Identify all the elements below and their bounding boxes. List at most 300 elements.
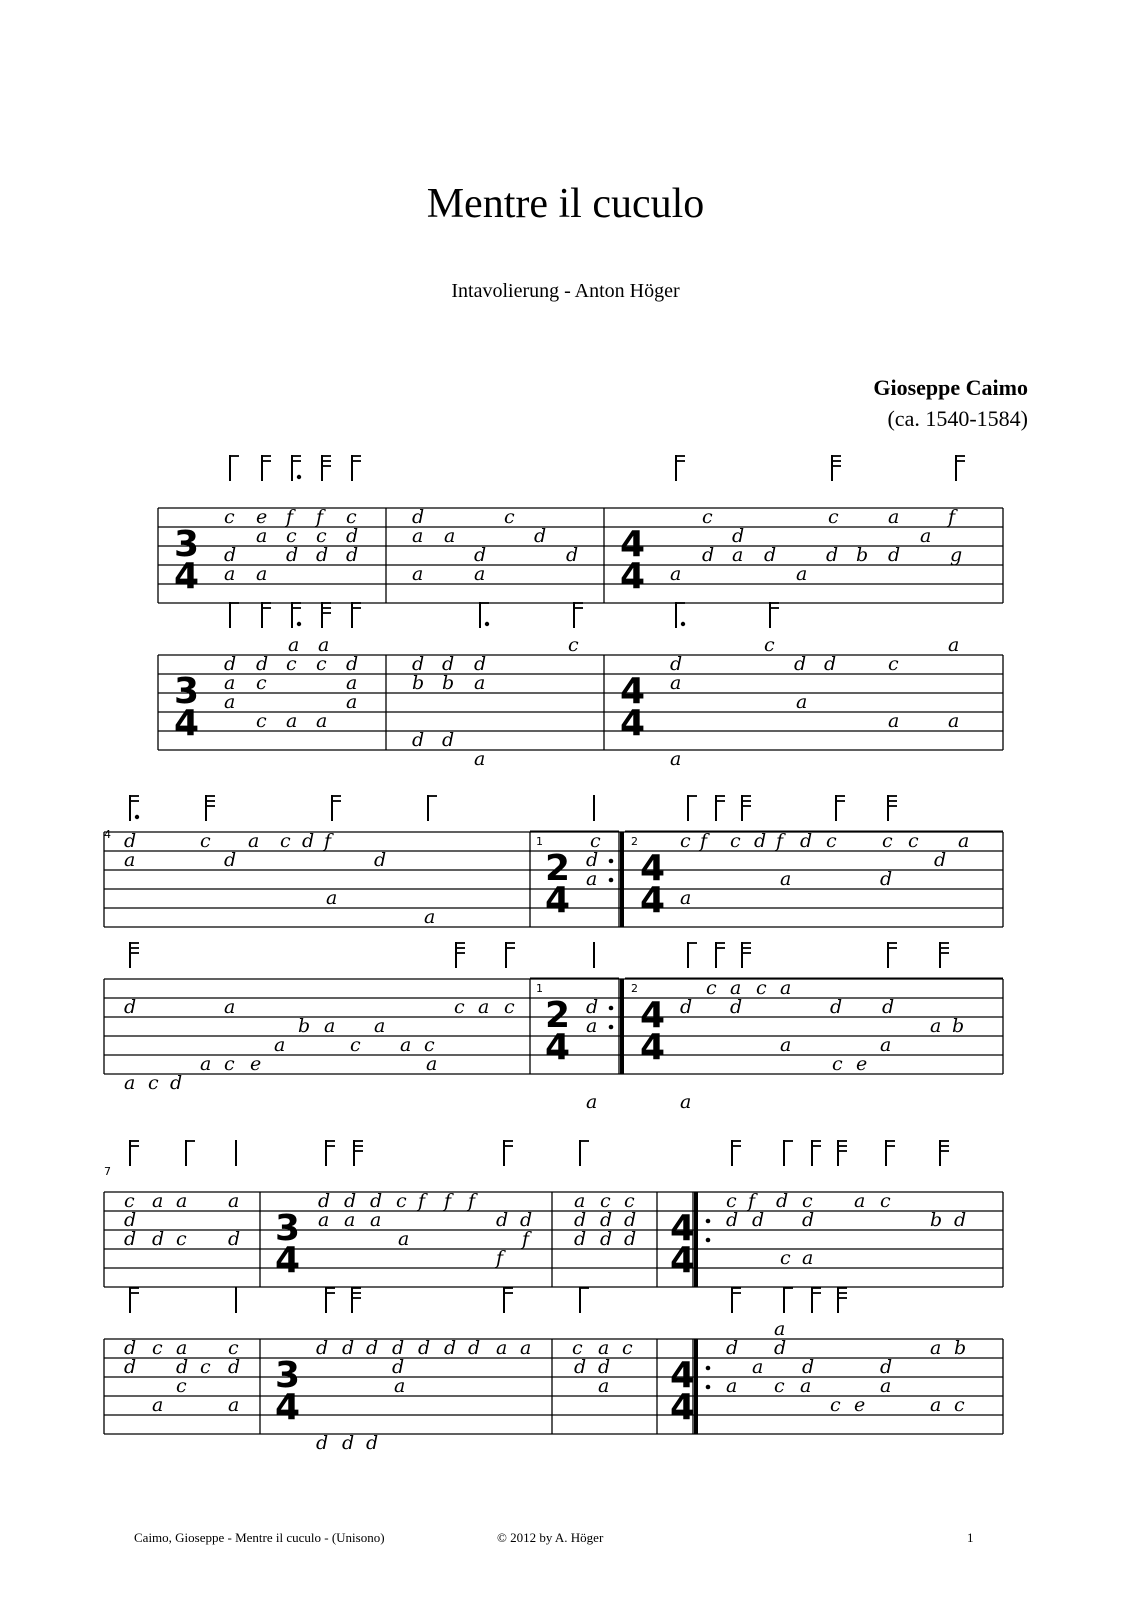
time-signature-denominator: 4 [174,556,200,597]
fret-letter: b [298,1015,311,1037]
fret-letter: d [880,1356,893,1378]
fret-letter: a [274,1034,286,1056]
fret-letter: c [504,996,515,1018]
rhythm-flag [742,795,751,821]
fret-letter: a [598,1375,610,1397]
fret-letter: b [954,1337,967,1359]
fret-letter: c [316,653,327,675]
fret-letter: c [826,830,837,852]
fret-letter: d [316,1432,329,1454]
fret-letter: d [888,544,901,566]
rhythm-flag [480,602,489,628]
fret-letter: d [680,996,693,1018]
volta-label: 2 [631,835,638,848]
time-signature-denominator: 4 [620,703,646,744]
time-signature-numerator: 3 [275,1208,301,1249]
fret-letter: c [424,1034,435,1056]
fret-letter: c [780,1247,791,1269]
fret-letter: c [148,1072,159,1094]
tab-staff [158,655,1003,750]
time-signature [620,671,645,744]
fret-letter: f [522,1228,530,1250]
fret-letter: c [880,1190,891,1212]
fret-letter: a [680,1091,692,1113]
fret-letter: a [318,634,330,656]
fret-letter: c [124,1190,135,1212]
fret-letter: d [882,996,895,1018]
fret-letter: a [574,1190,586,1212]
fret-letter: d [370,1190,383,1212]
fret-letter: d [794,653,807,675]
time-signature [275,1208,300,1281]
fret-letter: a [670,748,682,770]
fret-letter: a [752,1356,764,1378]
fret-letter: a [288,634,300,656]
tab-staff [104,1339,1003,1434]
volta-bracket [625,978,1003,995]
rhythm-flag [326,1140,335,1166]
fret-letter: a [256,563,268,585]
fret-letter: d [152,1228,165,1250]
volta-label: 1 [536,982,543,995]
time-signature [174,524,199,597]
double-barline [620,832,624,927]
fret-letter: a [426,1053,438,1075]
fret-letter: a [780,868,792,890]
fret-letter: a [286,710,298,732]
fret-letter: c [954,1394,965,1416]
fret-letter: d [316,1337,329,1359]
rhythm-flag [354,1140,363,1166]
fret-letter: c [286,653,297,675]
rhythm-flag [130,795,139,821]
fret-letter: d [730,996,743,1018]
time-signature-denominator: 4 [670,1387,696,1428]
fret-letter: a [774,1318,786,1340]
volta-label: 1 [536,835,543,848]
fret-letter: d [442,729,455,751]
rhythm-flag [506,942,515,968]
fret-letter: b [442,672,455,694]
fret-letter: a [200,1053,212,1075]
fret-letter: d [444,1337,457,1359]
fret-letter: a [224,996,236,1018]
fret-letter: d [224,544,237,566]
fret-letter: a [920,525,932,547]
page-title: Mentre il cuculo [426,181,705,227]
fret-letter: d [374,849,387,871]
fret-letter: a [394,1375,406,1397]
fret-letter: a [478,996,490,1018]
fret-letter: d [176,1356,189,1378]
fret-letter: a [802,1247,814,1269]
fret-letter: a [598,1337,610,1359]
fret-letter: a [680,887,692,909]
rhythm-flag [130,1140,139,1166]
time-signature-denominator: 4 [545,880,571,921]
fret-letter: d [392,1337,405,1359]
fret-letter: a [888,506,900,528]
fret-letter: a [474,748,486,770]
fret-letter: a [318,1209,330,1231]
fret-letter: f [948,506,956,528]
fret-letter: a [444,525,456,547]
fret-letter: f [700,830,708,852]
footer-source: Caimo, Gioseppe - Mentre il cuculo - (Unisono) [134,1530,385,1545]
composer-name: Gioseppe Caimo [873,375,1028,400]
fret-letter: b [930,1209,943,1231]
fret-letter: a [780,977,792,999]
rhythm-flag [428,795,437,821]
fret-letter: a [326,887,338,909]
rhythm-flag [352,602,361,628]
fret-letter: a [800,1375,812,1397]
fret-letter: a [398,1228,410,1250]
fret-letter: a [228,1394,240,1416]
rhythm-flag [130,1287,139,1313]
time-signature-numerator: 4 [670,1355,696,1396]
rhythm-flag [836,795,845,821]
time-signature-numerator: 3 [174,671,200,712]
fret-letter: c [280,830,291,852]
fret-letter: a [888,710,900,732]
rhythm-flag [688,942,697,968]
fret-letter: c [624,1190,635,1212]
fret-letter: d [600,1209,613,1231]
rhythm-flag [130,942,139,968]
fret-letter: e [256,506,268,528]
rhythm-dot [135,815,139,819]
fret-letter: d [752,1209,765,1231]
rhythm-flag [886,1140,895,1166]
fret-letter: c [176,1375,187,1397]
fret-letter: c [316,525,327,547]
fret-letter: a [346,672,358,694]
fret-letter: a [796,563,808,585]
fret-letter: d [934,849,947,871]
time-signature [545,848,570,921]
fret-letter: b [856,544,869,566]
fret-letter: a [124,1072,136,1094]
fret-letter: a [726,1375,738,1397]
rhythm-flag [230,602,239,628]
page-number: 1 [967,1530,974,1545]
fret-letter: c [830,1394,841,1416]
fret-letter: c [346,506,357,528]
rhythm-flag [262,455,271,481]
time-signature-numerator: 4 [620,524,646,565]
repeat-dot [706,1385,711,1390]
volta-bracket [530,978,619,995]
fret-letter: d [520,1209,533,1231]
fret-letter: c [350,1034,361,1056]
fret-letter: c [908,830,919,852]
fret-letter: d [412,729,425,751]
fret-letter: a [730,977,742,999]
repeat-dot [609,859,614,864]
fret-letter: d [802,1209,815,1231]
fret-letter: a [948,634,960,656]
fret-letter: a [496,1337,508,1359]
time-signature-denominator: 4 [275,1387,301,1428]
fret-letter: d [726,1337,739,1359]
fret-letter: a [732,544,744,566]
fret-letter: d [224,849,237,871]
fret-letter: d [732,525,745,547]
fret-letter: d [344,1190,357,1212]
rhythm-flag [504,1287,513,1313]
rhythm-flag [732,1140,741,1166]
rhythm-flag [956,455,965,481]
fret-letter: a [586,1015,598,1037]
fret-letter: a [780,1034,792,1056]
fret-letter: d [228,1228,241,1250]
rhythm-dot [297,475,301,479]
rhythm-dot [297,622,301,626]
fret-letter: d [124,996,137,1018]
fret-letter: a [176,1190,188,1212]
fret-letter: d [442,653,455,675]
rhythm-flag [292,602,301,628]
fret-letter: c [702,506,713,528]
fret-letter: a [930,1015,942,1037]
rhythm-flag [322,602,331,628]
rhythm-flag [770,602,779,628]
fret-letter: a [224,563,236,585]
fret-letter: c [200,1356,211,1378]
fret-letter: a [224,691,236,713]
fret-letter: d [366,1337,379,1359]
fret-letter: a [670,672,682,694]
fret-letter: a [324,1015,336,1037]
fret-letter: d [342,1337,355,1359]
rhythm-flag [732,1287,741,1313]
fret-letter: c [764,634,775,656]
fret-letter: a [520,1337,532,1359]
rhythm-flag [580,1287,589,1313]
fret-letter: a [930,1394,942,1416]
rhythm-dot [485,622,489,626]
time-signature-numerator: 3 [174,524,200,565]
fret-letter: a [346,691,358,713]
fret-letter: f [468,1190,476,1212]
volta-label: 2 [631,982,638,995]
rhythm-flags [230,455,965,628]
fret-letter: d [124,1228,137,1250]
fret-letter: f [286,506,294,528]
fret-letter: f [444,1190,452,1212]
repeat-dot [706,1238,711,1243]
time-signature-numerator: 3 [275,1355,301,1396]
arranger-line: Intavolierung - Anton Höger [451,280,680,302]
rhythm-flag [742,942,751,968]
rhythm-flag [888,795,897,821]
fret-letter: d [412,506,425,528]
fret-letter: a [412,563,424,585]
time-signature [545,995,570,1068]
tab-staff [158,508,1003,603]
fret-letter: d [702,544,715,566]
fret-letter: a [796,691,808,713]
fret-letter: c [622,1337,633,1359]
fret-letter: c [568,634,579,656]
fret-letter: c [706,977,717,999]
fret-letter: d [824,653,837,675]
fret-letter: c [726,1190,737,1212]
fret-letter: b [412,672,425,694]
fret-letter: c [832,1053,843,1075]
fret-letter: d [670,653,683,675]
rhythm-flag [574,602,583,628]
time-signature-denominator: 4 [640,1027,666,1068]
time-signature-numerator: 2 [545,848,571,889]
fret-letter: d [124,830,137,852]
repeat-dot [706,1366,711,1371]
fret-letter: d [574,1356,587,1378]
fret-letter: a [474,672,486,694]
fret-letter: d [764,544,777,566]
fret-letter: a [880,1375,892,1397]
rhythm-flag [716,795,725,821]
fret-letter: d [600,1228,613,1250]
rhythm-flag [262,602,271,628]
fret-letter: c [730,830,741,852]
rhythm-flag [812,1287,821,1313]
rhythm-flag [676,455,685,481]
measure-number: 7 [104,1165,111,1178]
time-signature-denominator: 4 [670,1240,696,1281]
fret-letter: d [586,849,599,871]
fret-letter: g [950,544,963,566]
fret-letter: d [392,1356,405,1378]
rhythm-flag [352,455,361,481]
fret-letter: d [474,544,487,566]
fret-letter: c [802,1190,813,1212]
fret-letter: d [774,1337,787,1359]
time-signature-denominator: 4 [640,880,666,921]
rhythm-flag [940,1140,949,1166]
rhythm-flag [186,1140,195,1166]
fret-letter: d [624,1209,637,1231]
measure-number: 4 [104,828,111,841]
time-signature [640,995,665,1068]
fret-letter: a [248,830,260,852]
fret-letter: d [412,653,425,675]
rhythm-flag [940,942,949,968]
rhythm-flag [838,1287,847,1313]
repeat-dot [706,1219,711,1224]
volta-bracket [530,831,619,848]
time-signature-denominator: 4 [275,1240,301,1281]
fret-letter: a [930,1337,942,1359]
rhythm-flag [784,1140,793,1166]
fret-letter: d [346,525,359,547]
fret-letter: a [228,1190,240,1212]
fret-letter: d [496,1209,509,1231]
time-signature [174,671,199,744]
fret-letter: c [256,672,267,694]
fret-letter: c [200,830,211,852]
fret-letter: d [418,1337,431,1359]
fret-letter: c [228,1337,239,1359]
fret-letter: d [316,544,329,566]
time-signature-numerator: 4 [640,848,666,889]
rhythm-flag [716,942,725,968]
fret-letter: d [586,996,599,1018]
fret-letter: c [152,1337,163,1359]
fret-letter: d [124,1337,137,1359]
fret-letter: a [374,1015,386,1037]
fret-letter: c [396,1190,407,1212]
fret-letter: f [496,1247,504,1269]
rhythm-flag [352,1287,361,1313]
fret-letter: a [400,1034,412,1056]
fret-letter: f [748,1190,756,1212]
fret-letter: d [474,653,487,675]
fret-letter: a [948,710,960,732]
fret-letter: d [286,544,299,566]
rhythm-flag [292,455,301,481]
rhythm-flag [504,1140,513,1166]
rhythm-flag [230,455,239,481]
fret-letter: d [726,1209,739,1231]
repeat-dot [609,878,614,883]
fret-letter: d [566,544,579,566]
fret-letter: c [882,830,893,852]
fret-letter: c [224,1053,235,1075]
fret-letter: d [598,1356,611,1378]
time-signature-numerator: 4 [640,995,666,1036]
time-signature-denominator: 4 [174,703,200,744]
fret-letter: a [854,1190,866,1212]
rhythm-flags [130,795,949,968]
fret-letter: d [802,1356,815,1378]
fret-letter: d [342,1432,355,1454]
rhythm-flag [580,1140,589,1166]
double-barline [620,979,624,1074]
fret-letter: c [828,506,839,528]
fret-letter: d [124,1209,137,1231]
fret-letter: b [952,1015,965,1037]
fret-letter: c [256,710,267,732]
fret-letter: a [474,563,486,585]
rhythm-flag [784,1287,793,1313]
fret-letter: d [224,653,237,675]
composer-dates: (ca. 1540-1584) [887,406,1028,431]
fret-letter: a [370,1209,382,1231]
time-signature [640,848,665,921]
fret-letter: d [624,1228,637,1250]
fret-letter: a [958,830,970,852]
time-signature-denominator: 4 [620,556,646,597]
fret-letter: c [454,996,465,1018]
time-signature [670,1355,695,1428]
fret-letter: d [754,830,767,852]
fret-letter: c [224,506,235,528]
rhythm-flag [322,455,331,481]
fret-letter: c [774,1375,785,1397]
fret-letter: c [286,525,297,547]
fret-letter: e [250,1053,262,1075]
fret-letter: a [152,1394,164,1416]
repeat-dot [609,1006,614,1011]
fret-letter: d [574,1228,587,1250]
time-signature-numerator: 2 [545,995,571,1036]
fret-letter: a [586,1091,598,1113]
rhythm-flag [888,942,897,968]
rhythm-flag [832,455,841,481]
fret-letter: a [224,672,236,694]
